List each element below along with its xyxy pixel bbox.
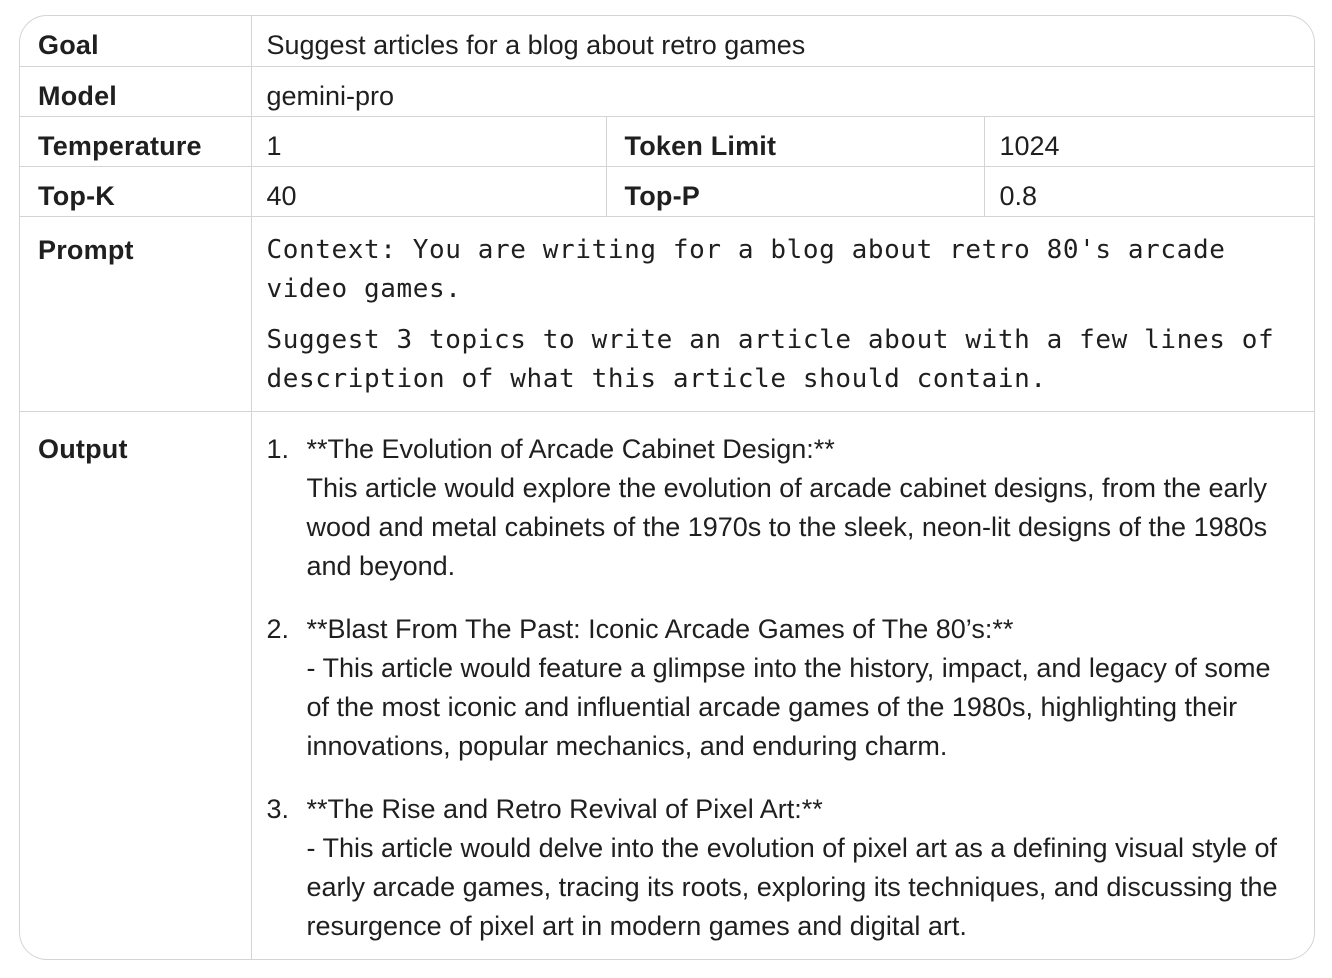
- output-list: [267, 430, 1287, 946]
- prompt-paragraph: Context: You are writing for a blog about retro 80's arcade video games.: [266, 234, 1226, 304]
- temperature-row: [20, 116, 1315, 166]
- token-limit-value: 1024: [984, 116, 1315, 166]
- output-row: [20, 411, 1315, 960]
- list-item-description: - This article would delve into the evolution of pixel art as a defining visual style of early arcade games, tracing its roots, exploring its techniques, and discussing the resurgence of pixel art in modern games and digital art.: [306, 832, 1278, 941]
- model-value: gemini-pro: [251, 66, 1315, 116]
- list-item-body: [307, 610, 1287, 766]
- model-row: [20, 66, 1315, 116]
- top-k-row: [20, 166, 1315, 216]
- prompt-content: [251, 216, 1315, 411]
- top-p-value: 0.8: [984, 166, 1315, 216]
- temperature-value: 1: [251, 116, 606, 166]
- output-content: [251, 411, 1315, 960]
- output-label: Output: [20, 411, 251, 960]
- goal-label: Goal: [20, 16, 251, 66]
- prompt-paragraph: Suggest 3 topics to write an article about with a few lines of description of what this article should contain.: [266, 324, 1275, 394]
- list-item-body: [307, 430, 1287, 586]
- list-item-title: **The Evolution of Arcade Cabinet Design:**: [306, 433, 835, 464]
- parameters-table: [20, 16, 1315, 960]
- list-item-title: **The Rise and Retro Revival of Pixel Art:**: [306, 793, 823, 824]
- prompt-label: Prompt: [20, 216, 251, 411]
- list-item-number: 1.: [266, 433, 290, 464]
- prompt-row: [20, 216, 1315, 411]
- list-item-description: This article would explore the evolution of arcade cabinet designs, from the early wood and metal cabinets of the 1970s to the sleek, neon-lit designs of the 1980s and beyond.: [306, 472, 1268, 581]
- list-item-body: [307, 790, 1287, 946]
- top-p-label: Top-P: [606, 166, 984, 216]
- goal-value: Suggest articles for a blog about retro games: [251, 16, 1315, 66]
- list-item-number: 3.: [266, 793, 290, 824]
- list-item: [267, 790, 1287, 946]
- token-limit-label: Token Limit: [606, 116, 984, 166]
- prompt-parameters-card: [19, 15, 1315, 960]
- list-item-title: **Blast From The Past: Iconic Arcade Games of The 80’s:**: [306, 613, 1014, 644]
- goal-row: [20, 16, 1315, 66]
- list-item: [267, 610, 1287, 766]
- list-item: [267, 430, 1287, 586]
- list-item-number: 2.: [266, 613, 290, 644]
- top-k-label: Top-K: [20, 166, 251, 216]
- list-item-description: - This article would feature a glimpse into the history, impact, and legacy of some of the most iconic and influential arcade games of the 1980s, highlighting their innovations, popular mechanics, and enduring charm.: [306, 652, 1271, 761]
- top-k-value: 40: [251, 166, 606, 216]
- model-label: Model: [20, 66, 251, 116]
- temperature-label: Temperature: [20, 116, 251, 166]
